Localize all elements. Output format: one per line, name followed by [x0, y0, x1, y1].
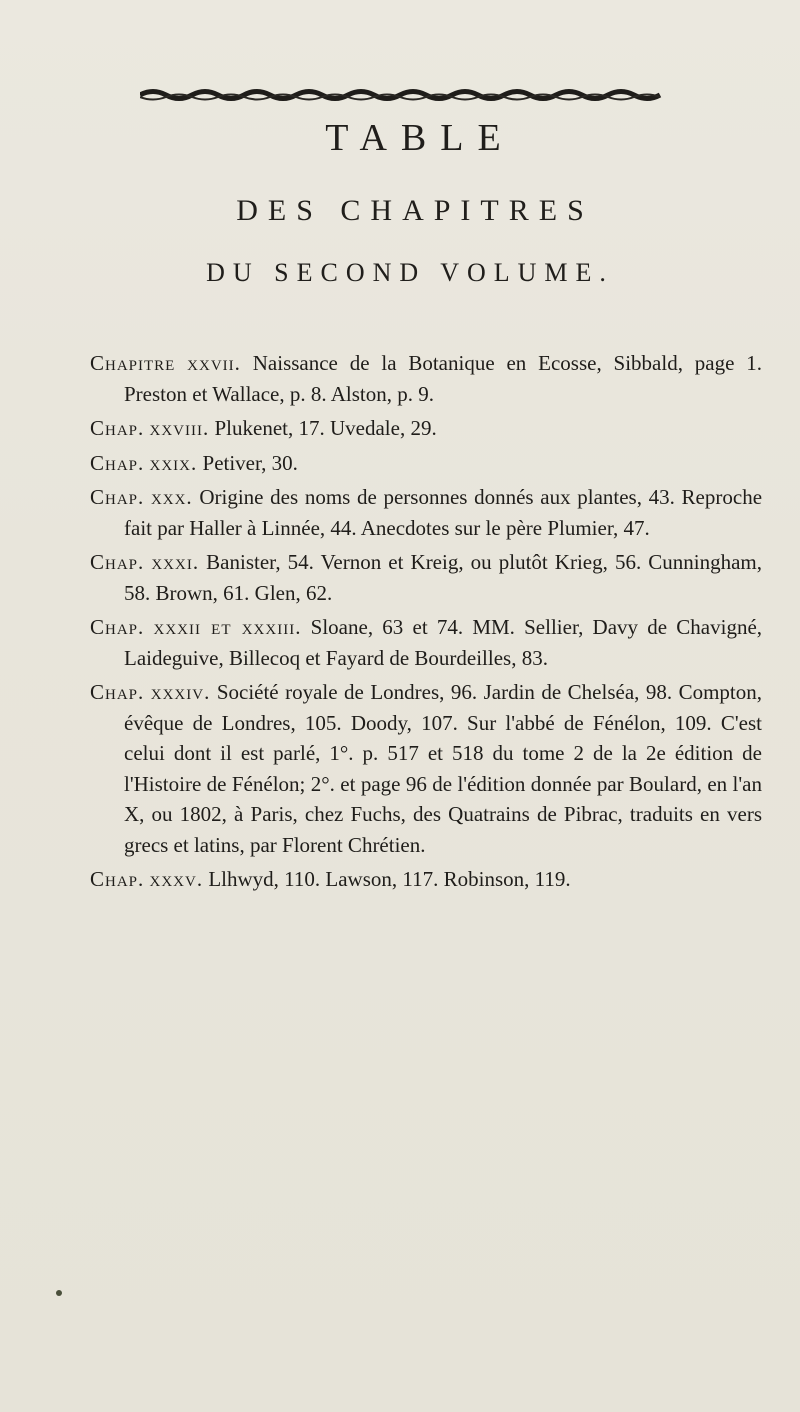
chapter-number: xxxi. [151, 550, 200, 574]
chapter-number: xxviii. [149, 416, 210, 440]
chapter-number: xxxv. [149, 867, 204, 891]
chapter-text: Sloane, 63 et 74. MM. Sellier, Davy de Chavigné, Laideguive, Billecoq et Fayard de Bourdeilles, 83. [124, 615, 763, 670]
chapter-text: Origine des noms de personnes donnés aux plantes, 43. Reproche fait par Haller à Linnée, 44. Anecdotes sur le père Plumier, 47. [124, 485, 763, 540]
chapter-text: Petiver, 30. [202, 450, 298, 475]
chapter-entry [90, 348, 762, 409]
chapter-label: Chap. [90, 416, 145, 440]
paper-speck [56, 1290, 62, 1296]
chapter-label: Chap. [90, 485, 145, 509]
volume-heading: DU SECOND VOLUME. [206, 258, 614, 287]
page-subtitle: DES CHAPITRES [236, 194, 594, 227]
chapter-text: Naissance de la Botanique en Ecosse, Sibbald, page 1. Preston et Wallace, p. 8. Alston, p. 9. [124, 351, 762, 406]
chapter-text: Llhwyd, 110. Lawson, 117. Robinson, 119. [208, 867, 571, 891]
chapter-entry [90, 677, 762, 860]
chapter-entry [90, 612, 762, 673]
ornament-border [140, 88, 666, 102]
chapter-entry [90, 413, 762, 444]
chapter-label: Chap. [90, 450, 145, 475]
chapter-label: Chap. [90, 550, 145, 574]
chapter-label: Chap. [90, 680, 145, 704]
page-title: TABLE [325, 117, 515, 159]
chapter-label: Chap. [90, 867, 145, 891]
chapter-label: Chap. [90, 615, 145, 639]
chapter-number: xxxiv. [150, 680, 211, 704]
chapter-number: xxvii. [187, 351, 241, 375]
chapter-text: Plukenet, 17. Uvedale, 29. [214, 416, 437, 440]
chapter-entry [90, 448, 762, 479]
chapter-number: xxx. [150, 485, 193, 509]
chapter-text: Société royale de Londres, 96. Jardin de Chelséa, 98. Compton, évêque de Londres, 105. Doody, 107. Sur l'abbé de Fénélon, 109. C'est celui dont il est parlé, 1°. p. 517 et 518 du tome 2 de la 2e édition de l'Histoire de Fénélon; 2°. et page 96 de l'édition donnée par Boulard, en l'an X, ou 1802, à Paris, chez Fuchs, des Quatrains de Pibrac, traduits en vers grecs et latins, par Florent Chrétien. [124, 680, 763, 857]
chapter-entry [90, 547, 762, 608]
chapter-text: Banister, 54. Vernon et Kreig, ou plutôt Krieg, 56. Cunningham, 58. Brown, 61. Glen, 62. [124, 550, 763, 605]
chapter-entry [90, 864, 762, 895]
chapter-number: xxix. [149, 450, 198, 475]
chapter-entry [90, 482, 762, 543]
chapter-list [90, 348, 762, 899]
chapter-number: xxxii et xxxiii. [153, 615, 302, 639]
chapter-label: Chapitre [90, 351, 176, 375]
